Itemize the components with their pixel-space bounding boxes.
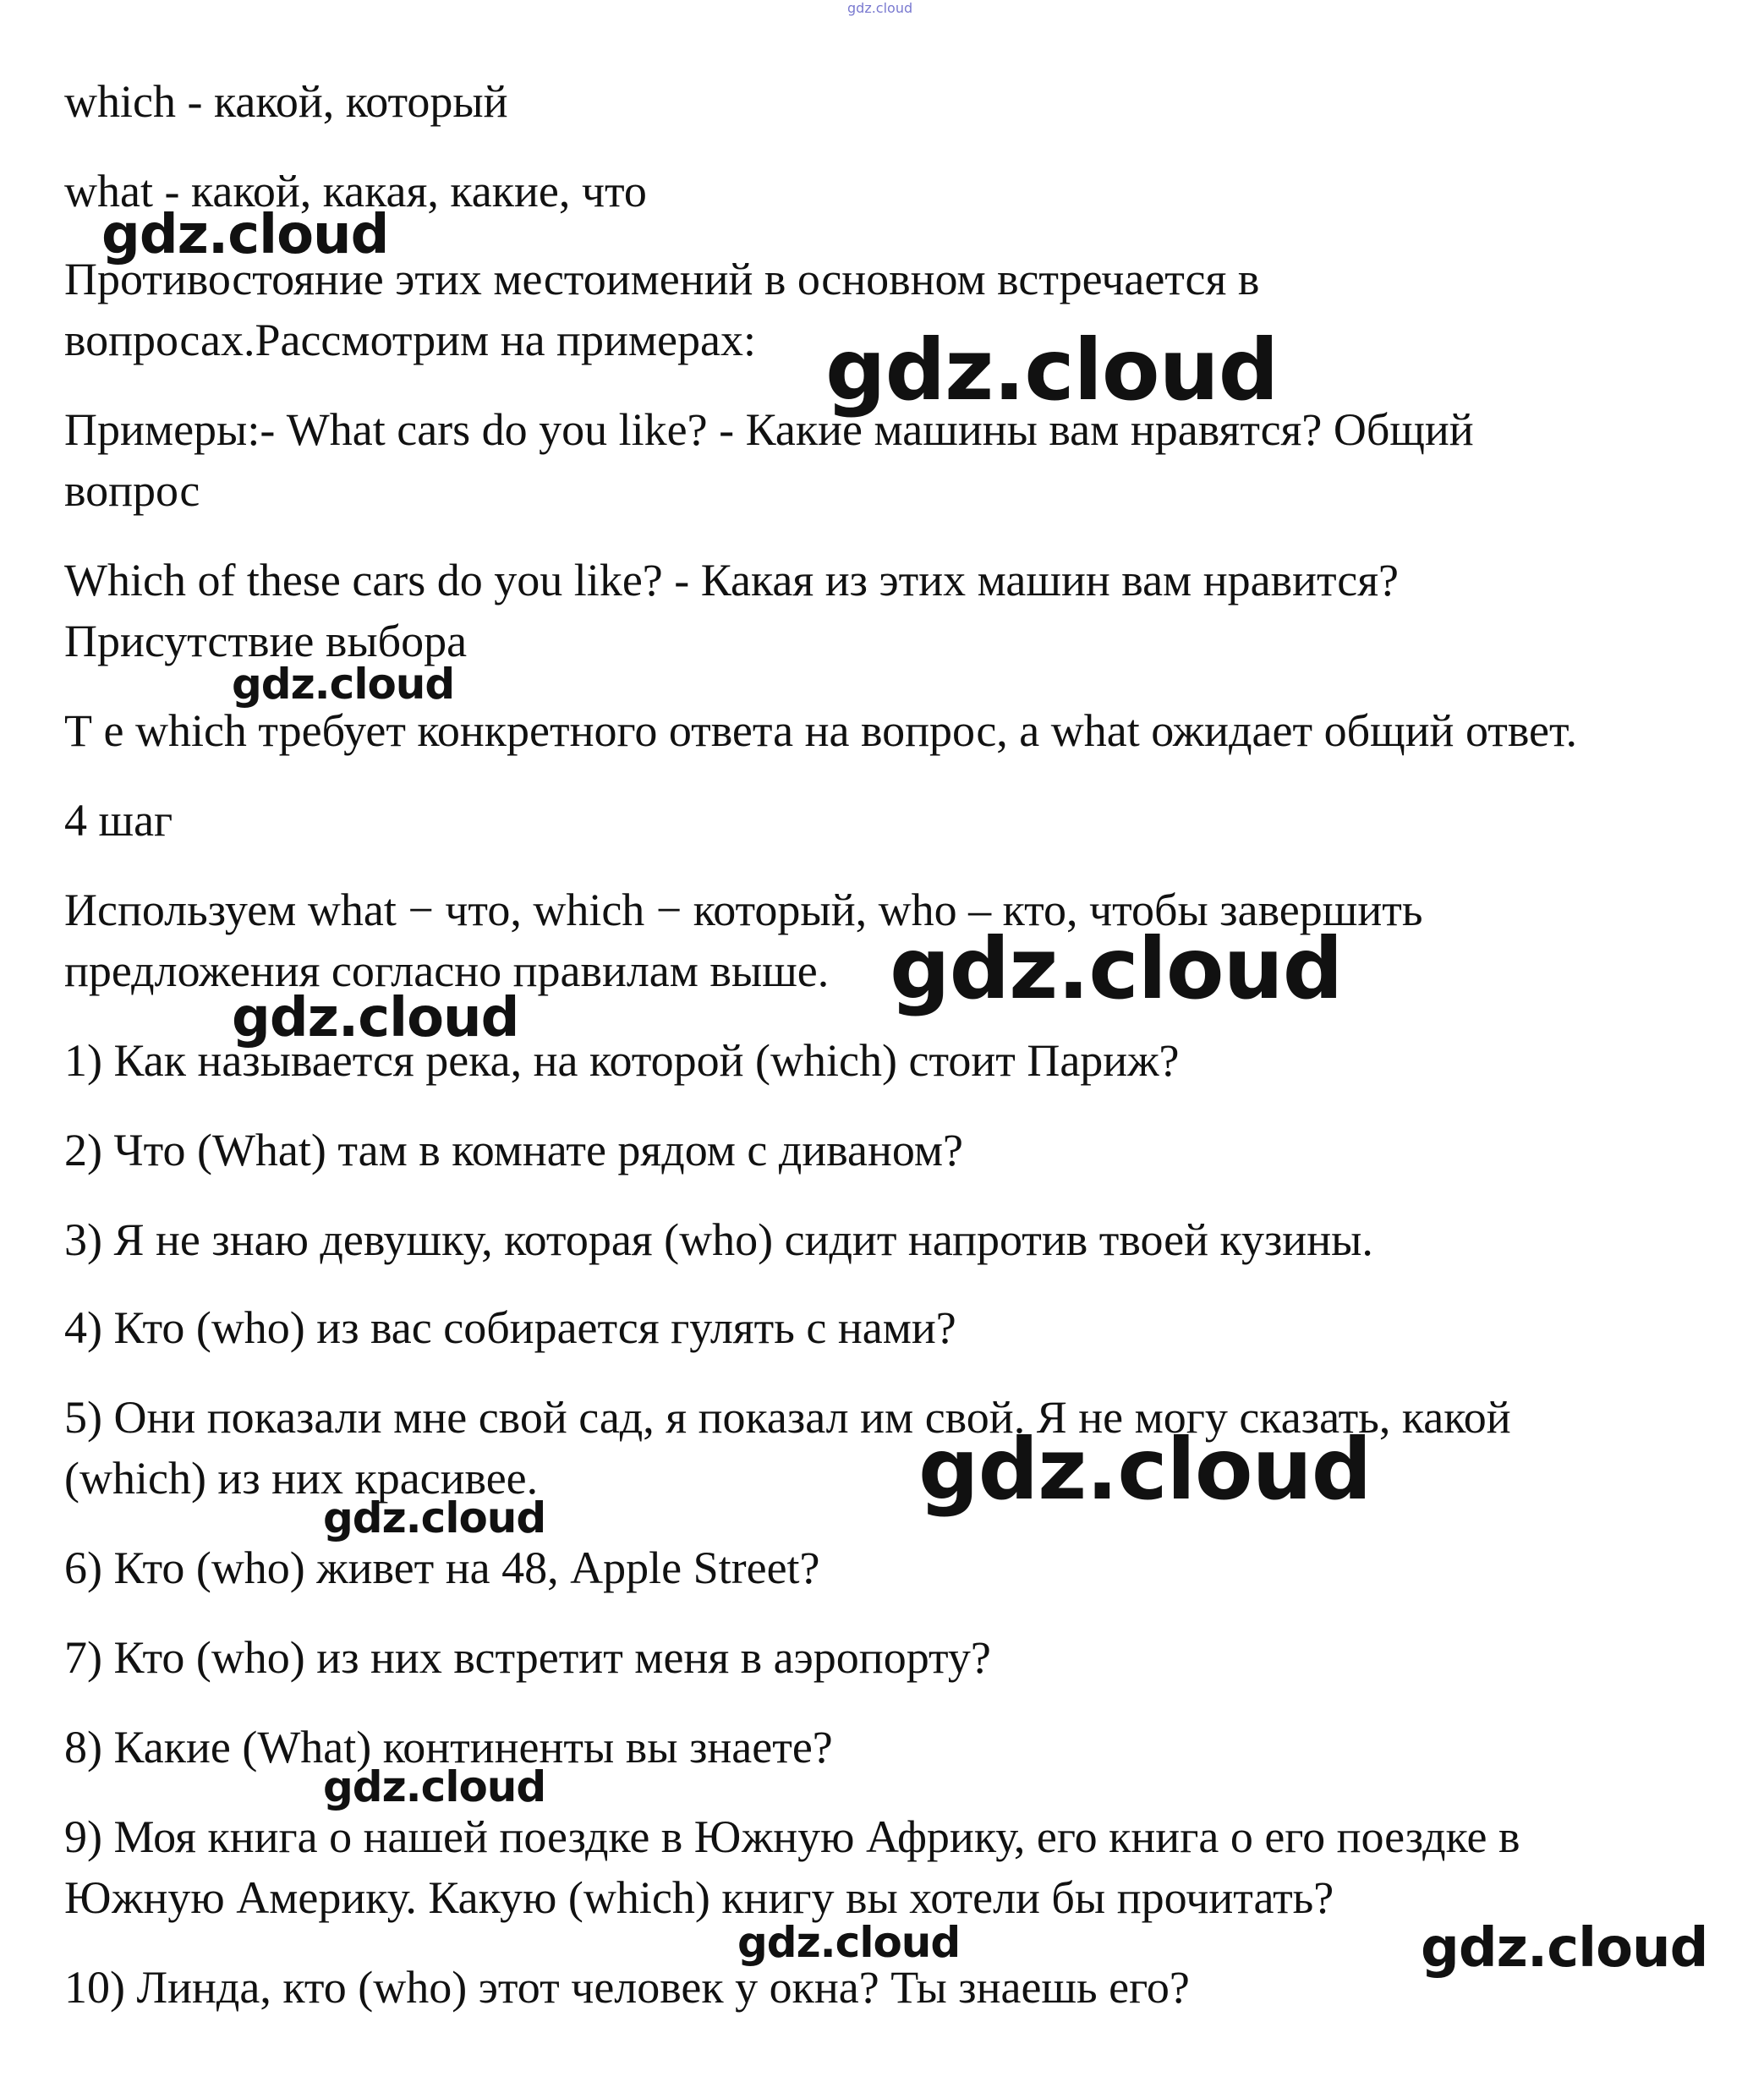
text-line-19: 6) Кто (who) живет на 48, Apple Street? <box>64 1542 820 1593</box>
text-line-16: 4) Кто (who) из вас собирается гулять с нами? <box>64 1302 956 1353</box>
watermark-9: gdz.cloud <box>737 1918 961 1967</box>
watermark-3: gdz.cloud <box>232 660 455 709</box>
text-line-12: предложения согласно правилам выше. <box>64 945 830 996</box>
text-line-11: Используем what − что, which − который, who – кто, чтобы завершить <box>64 885 1423 935</box>
text-line-20: 7) Кто (who) из них встретит меня в аэропорту? <box>64 1632 991 1683</box>
watermark-6: gdz.cloud <box>918 1420 1372 1519</box>
watermark-2: gdz.cloud <box>825 321 1279 419</box>
watermark-4: gdz.cloud <box>890 919 1343 1018</box>
text-line-10: 4 шаг <box>64 795 173 846</box>
text-line-9: Т е which требует конкретного ответа на вопрос, а what ожидает общий ответ. <box>64 705 1578 756</box>
watermark-10: gdz.cloud <box>1421 1917 1708 1980</box>
text-line-17: 5) Они показали мне свой сад, я показал им свой. Я не могу сказать, какой <box>64 1392 1511 1443</box>
watermark-1: gdz.cloud <box>101 204 389 266</box>
text-line-21: 8) Какие (What) континенты вы знаете? <box>64 1722 833 1772</box>
watermark-top: gdz.cloud <box>847 0 913 16</box>
text-line-13: 1) Как называется река, на которой (which) стоит Париж? <box>64 1035 1180 1086</box>
text-line-15: 3) Я не знаю девушку, которая (who) сидит напротив твоей кузины. <box>64 1214 1373 1265</box>
text-line-5: Примеры:- What cars do you like? - Какие машины вам нравятся? Общий <box>64 404 1474 455</box>
text-line-7: Which of these cars do you like? - Какая из этих машин вам нравится? <box>64 555 1399 605</box>
text-line-3: Противостояние этих местоимений в основном встречается в <box>64 254 1260 304</box>
text-line-23: Южную Америку. Какую (which) книгу вы хотели бы прочитать? <box>64 1872 1334 1923</box>
text-line-1: which - какой, который <box>64 76 508 127</box>
text-line-18: (which) из них красивее. <box>64 1453 539 1504</box>
text-line-24: 10) Линда, кто (who) этот человек у окна? Ты знаешь его? <box>64 1962 1190 2013</box>
text-line-2: what - какой, какая, какие, что <box>64 166 647 216</box>
watermark-5: gdz.cloud <box>232 987 519 1049</box>
watermark-7: gdz.cloud <box>323 1493 546 1542</box>
text-line-6: вопрос <box>64 465 200 516</box>
text-line-8: Присутствие выбора <box>64 616 468 666</box>
watermark-8: gdz.cloud <box>323 1762 546 1811</box>
text-line-22: 9) Моя книга о нашей поездке в Южную Африку, его книга о его поездке в <box>64 1811 1520 1862</box>
text-line-4: вопросах.Рассмотрим на примерах: <box>64 315 756 365</box>
text-line-14: 2) Что (What) там в комнате рядом с диваном? <box>64 1125 963 1175</box>
